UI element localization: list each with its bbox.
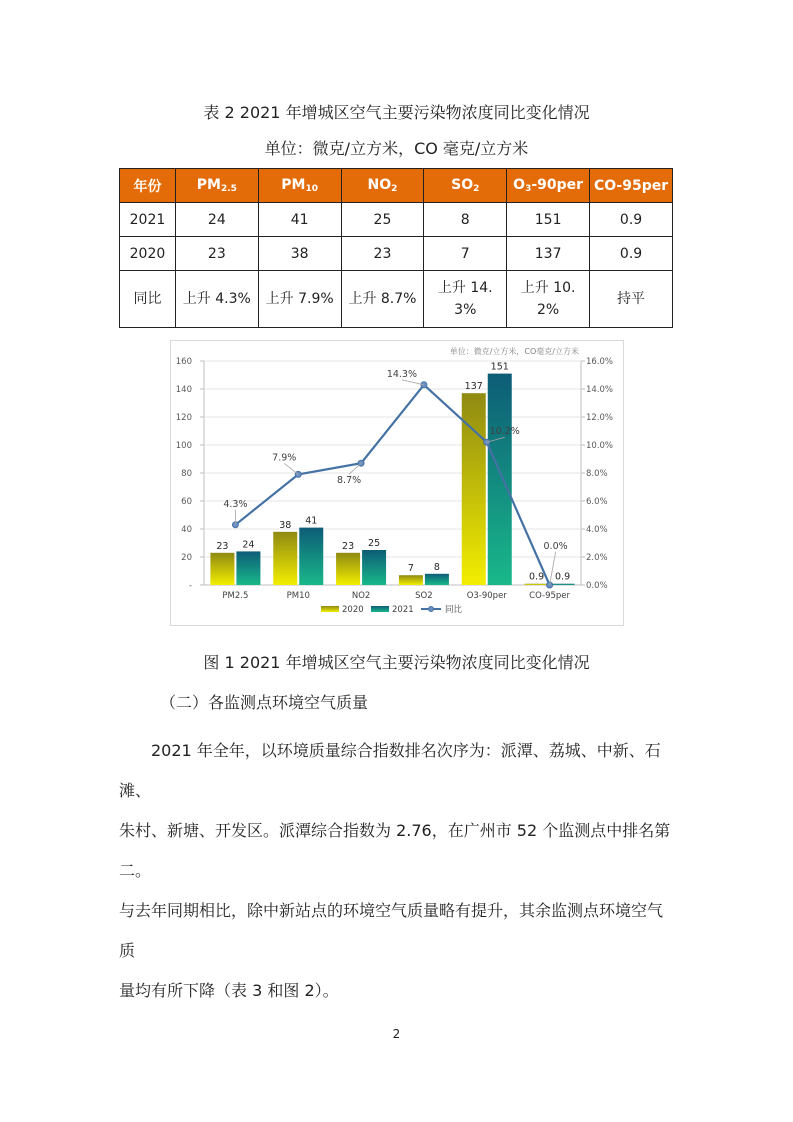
y-tick-label: 20 [181,553,192,563]
y-tick-label: 120 [175,413,192,423]
table-header-cell: $PM_{2.5}$ [175,169,258,203]
table-row [120,237,673,271]
line-value-label: 4.3% [223,498,248,510]
line-value-label: 10.2% [489,426,520,438]
y2-tick-label: 16.0% [586,357,614,367]
unit-line: 单位：微克/立方米，CO 毫克/立方米 [264,139,529,158]
bar-value-label: 41 [305,515,318,527]
bar-2021 [236,551,260,585]
bar-2020 [336,553,360,585]
table-row [120,271,673,328]
chart-canvas [171,341,623,625]
bar-2020 [525,584,549,585]
bar-value-label: 23 [216,540,229,552]
y2-tick-label: 6.0% [586,497,608,507]
table-cell: 持平 [590,271,673,328]
table-cell: 上升 14. 3% [424,271,507,328]
page-number: 2 [392,1027,401,1041]
table-cell: 25 [341,203,424,237]
bar-value-label: 8 [433,561,440,573]
table-cell: 0.9 [590,203,673,237]
line-value-label: 8.7% [337,475,362,487]
section-heading: （二）各监测点环境空气质量 [160,693,369,712]
y2-tick-label: 2.0% [586,553,608,563]
table-caption: 表 2 2021 年增城区空气主要污染物浓度同比变化情况 [203,103,590,122]
bar-2021 [362,550,386,585]
table-cell: 上升 7.9% [258,271,341,328]
paragraph-line: 2021 年全年，以环境质量综合指数排名次序为：派潭、荔城、中新、石滩、 [119,741,661,800]
table-cell: 23 [341,237,424,271]
table-header-cell: $NO_2$ [341,169,424,203]
bar-value-label: 25 [368,538,381,549]
legend-swatch [371,606,389,612]
bar-value-label: 151 [490,361,509,373]
bar-value-label: 137 [464,381,483,393]
paragraph-line: 量均有所下降（表 3 和图 2）。 [119,981,339,1000]
chart-unit-note: 单位：微克/立方米，CO毫克/立方米 [449,347,579,356]
y-tick-label: 140 [175,385,192,395]
x-tick-label: CO-95per [529,591,571,601]
legend-label: 2021 [392,605,414,615]
y2-tick-label: 4.0% [586,525,608,535]
y-tick-label: 40 [181,525,192,535]
x-tick-label: O3-90per [466,591,507,601]
table-row [120,203,673,237]
table-cell: 2020 [120,237,176,271]
table-cell: 上升 10. 2% [507,271,590,328]
y2-tick-label: 0.0% [586,581,608,591]
legend-swatch [321,606,339,612]
table-header-cell: $O_3-90per$ [507,169,590,203]
line-value-label: 14.3% [386,368,418,380]
x-tick-label: PM10 [286,591,310,601]
bar-value-label: 7 [407,563,414,575]
table-cell: 41 [258,203,341,237]
pollutant-table [119,168,673,328]
y-tick-label: 80 [181,469,192,479]
table-cell: 137 [507,237,590,271]
bar-2021 [299,528,323,585]
table-header-cell: $SO_2$ [424,169,507,203]
pollutant-chart [170,340,624,626]
bar-value-label: 24 [242,539,255,551]
table-cell: 2021 [120,203,176,237]
x-tick-label: SO2 [415,591,433,601]
figure-caption: 图 1 2021 年增城区空气主要污染物浓度同比变化情况 [203,653,590,672]
legend-line-marker [429,607,434,612]
bar-value-label: 0.9 [529,571,545,583]
y2-tick-label: 12.0% [586,413,614,423]
table-header-cell: 年份 [120,169,176,203]
y2-tick-label: 14.0% [586,385,614,395]
table-cell: 7 [424,237,507,271]
line-point [421,382,427,388]
leader-line [402,380,424,385]
y-tick-label: 60 [181,497,192,507]
legend-label: 同比 [445,605,463,615]
y-tick-label: 100 [175,441,192,451]
y-tick-label: - [188,581,192,591]
table-cell: 上升 8.7% [341,271,424,328]
bar-2020 [399,575,423,585]
x-tick-label: PM2.5 [222,591,249,601]
table-cell: 上升 4.3% [175,271,258,328]
bar-value-label: 23 [342,540,355,552]
bar-value-label: 38 [279,519,292,531]
paragraph-line: 朱村、新塘、开发区。派潭综合指数为 2.76，在广州市 52 个监测点中排名第二。 [119,821,671,880]
bar-value-label: 0.9 [555,571,571,583]
line-point [484,439,490,445]
table-cell: 24 [175,203,258,237]
table-header-cell: CO-95per [590,169,673,203]
table-cell: 同比 [120,271,176,328]
bar-2021 [488,374,512,585]
table-header-row [120,169,673,203]
paragraph-line: 与去年同期相比，除中新站点的环境空气质量略有提升，其余监测点环境空气质 [119,901,664,960]
table-cell: 8 [424,203,507,237]
y-tick-label: 160 [175,357,192,367]
bar-2020 [210,553,234,585]
bar-2020 [273,532,297,585]
table-cell: 0.9 [590,237,673,271]
bar-2021 [425,574,449,585]
table-cell: 38 [258,237,341,271]
table-header-cell: $PM_{10}$ [258,169,341,203]
y2-tick-label: 10.0% [586,441,614,451]
legend-label: 2020 [342,605,364,615]
x-tick-label: NO2 [351,591,371,601]
bar-2021 [551,584,575,585]
line-value-label: 0.0% [543,541,568,552]
table-cell: 151 [507,203,590,237]
table-cell: 23 [175,237,258,271]
y2-tick-label: 8.0% [586,469,608,479]
body-paragraph [119,731,675,1011]
line-value-label: 7.9% [272,452,297,464]
